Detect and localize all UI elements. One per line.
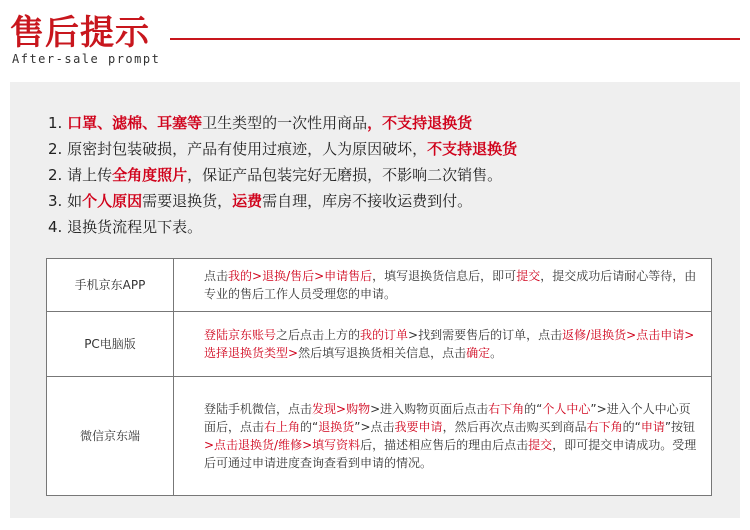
notes-list (48, 110, 728, 240)
channel-wechat-steps: 登陆手机微信，点击发现>购物>进入购物页面后点击右下角的“个人中心”>进入个人中心页面后，点击右上角的“退换货”>点击我要申请，然后再次点击购买到商品右下角的“申请”按钮>点击退换货/维修>填写资料后，描述相应售后的理由后点击提交，即可提交申请成功。受理后可通过申请进度查询查看到申请的情况。 (174, 377, 712, 496)
note-1: 1. 口罩、滤棉、耳塞等卫生类型的一次性用商品，不支持退换货 (48, 114, 473, 132)
note-3: 2. 请上传全角度照片，保证产品包装完好无磨损，不影响二次销售。 (48, 166, 503, 184)
return-flow-table (46, 258, 712, 496)
table-row (47, 312, 712, 377)
table-row (47, 259, 712, 312)
channel-app: 手机京东APP (47, 259, 174, 312)
page-subtitle: After-sale prompt (12, 52, 161, 66)
note-5: 4. 退换货流程见下表。 (48, 218, 203, 236)
channel-wechat: 微信京东端 (47, 377, 174, 496)
channel-app-steps: 点击我的>退换/售后>申请售后，填写退换货信息后，即可提交，提交成功后请耐心等待，由专业的售后工作人员受理您的申请。 (174, 259, 712, 312)
notice-panel (10, 82, 740, 518)
table-row (47, 377, 712, 496)
channel-pc: PC电脑版 (47, 312, 174, 377)
channel-pc-steps: 登陆京东账号之后点击上方的我的订单>找到需要售后的订单，点击返修/退换货>点击申请>选择退换货类型>然后填写退换货相关信息，点击确定。 (174, 312, 712, 377)
title-divider (170, 38, 740, 40)
note-2: 2. 原密封包装破损，产品有使用过痕迹，人为原因破坏，不支持退换货 (48, 140, 518, 158)
page-title: 售后提示 (10, 13, 150, 53)
note-4: 3. 如个人原因需要退换货，运费需自理，库房不接收运费到付。 (48, 192, 473, 210)
header (10, 12, 740, 70)
